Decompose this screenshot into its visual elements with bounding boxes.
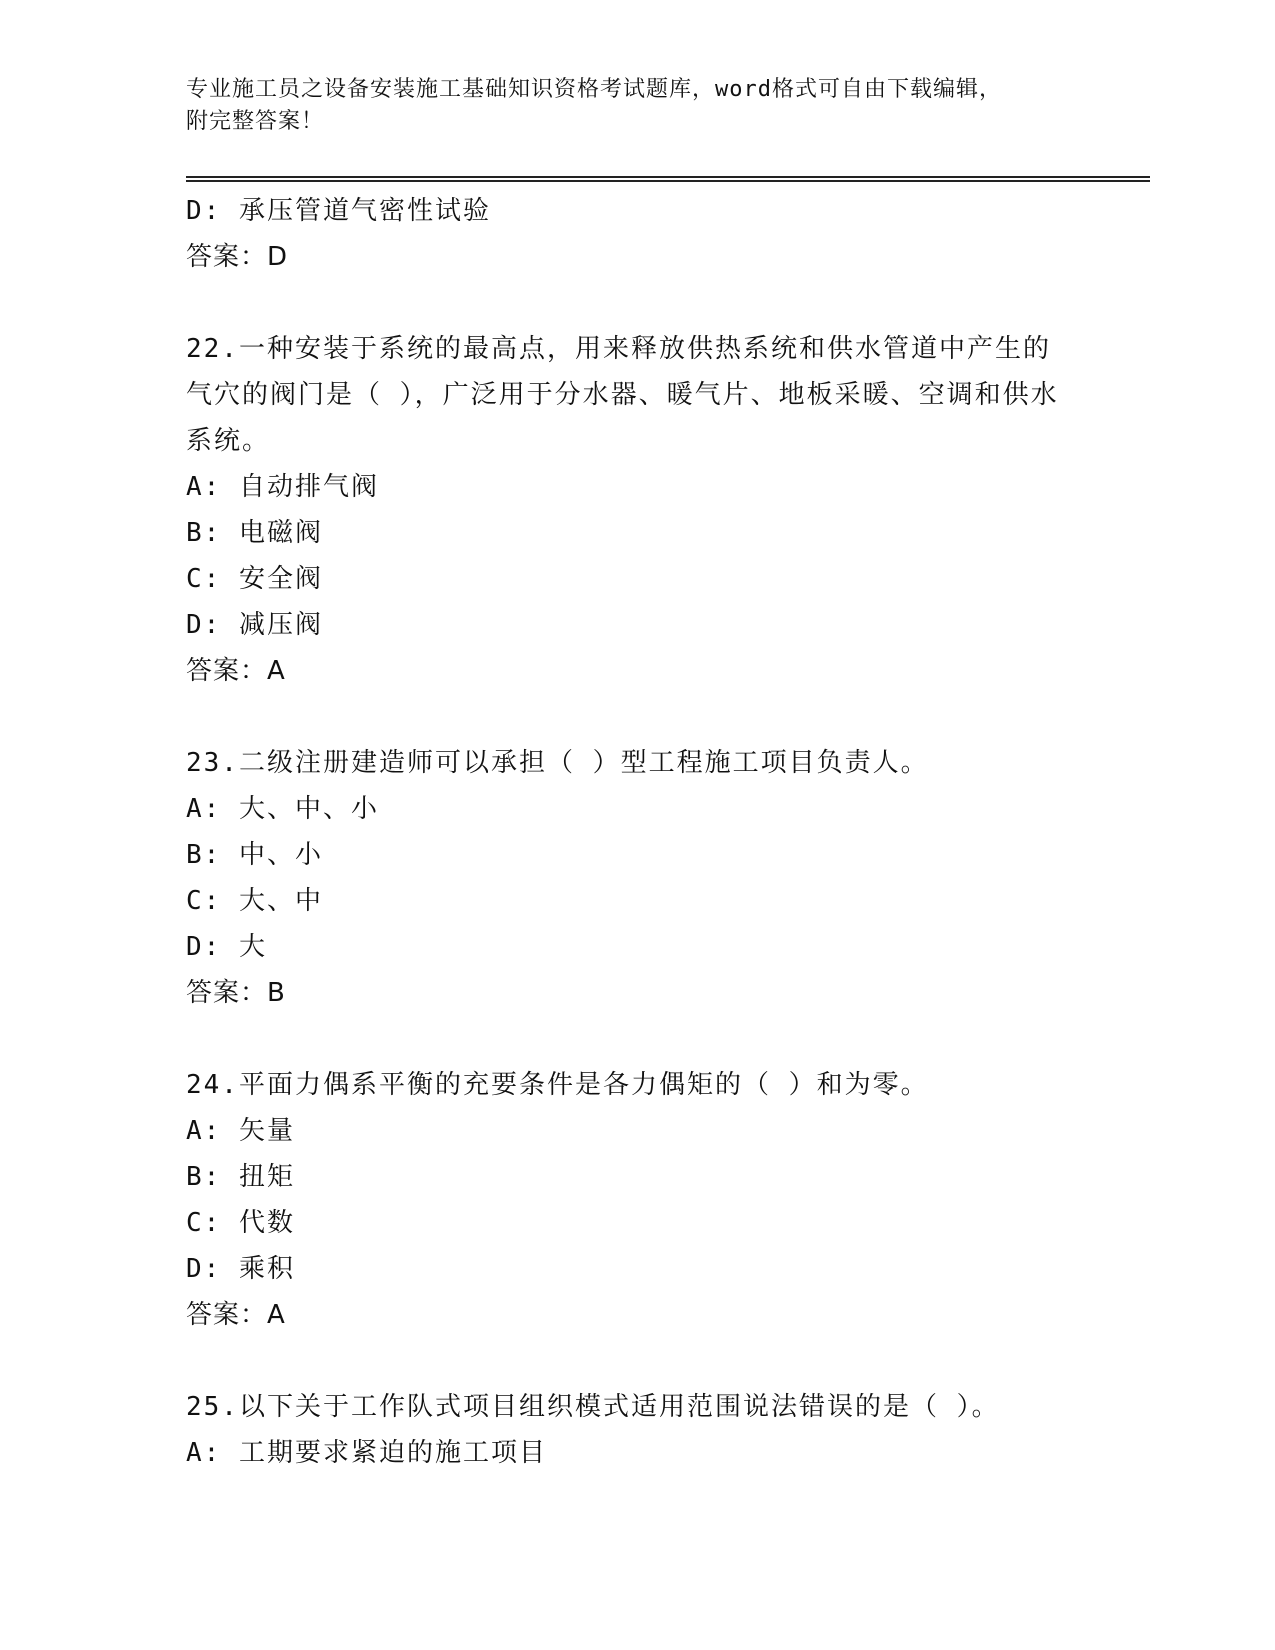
option-d: D: 乘积 bbox=[186, 1254, 295, 1284]
header-line-1: 专业施工员之设备安装施工基础知识资格考试题库，word格式可自由下载编辑， bbox=[186, 77, 1002, 102]
option-b: B: 电磁阀 bbox=[186, 518, 323, 548]
option-b: B: 中、小 bbox=[186, 840, 323, 870]
header-line-2: 附完整答案！ bbox=[186, 109, 325, 134]
divider-line-top bbox=[186, 176, 1150, 178]
option-a: A: 矢量 bbox=[186, 1116, 295, 1146]
question-text: 23.二级注册建造师可以承担（ ）型工程施工项目负责人。 bbox=[186, 748, 929, 778]
option-a: A: 工期要求紧迫的施工项目 bbox=[186, 1438, 547, 1468]
answer-line: 答案：A bbox=[186, 1300, 286, 1330]
question-block-24 bbox=[186, 1062, 1086, 1338]
answer-line: 答案：B bbox=[186, 978, 286, 1008]
spacer bbox=[186, 280, 1086, 326]
spacer bbox=[186, 1338, 1086, 1384]
question-list bbox=[186, 188, 1086, 1476]
question-block-25 bbox=[186, 1384, 1086, 1476]
answer-line: 答案：D bbox=[186, 242, 289, 272]
divider-line-bottom bbox=[186, 180, 1150, 182]
question-text: 25.以下关于工作队式项目组织模式适用范围说法错误的是（ ）。 bbox=[186, 1392, 1000, 1422]
option-c: C: 大、中 bbox=[186, 886, 323, 916]
option-d: D: 承压管道气密性试验 bbox=[186, 196, 491, 226]
option-d: D: 大 bbox=[186, 932, 267, 962]
spacer bbox=[186, 694, 1086, 740]
option-c: C: 代数 bbox=[186, 1208, 295, 1238]
question-block-21 bbox=[186, 188, 1086, 280]
option-b: B: 扭矩 bbox=[186, 1162, 295, 1192]
option-c: C: 安全阀 bbox=[186, 564, 323, 594]
question-block-23 bbox=[186, 740, 1086, 1016]
answer-line: 答案：A bbox=[186, 656, 286, 686]
document-header bbox=[186, 74, 1046, 138]
question-text: 22.一种安装于系统的最高点，用来释放供热系统和供水管道中产生的气穴的阀门是（ ），广泛用于分水器、暖气片、地板采暖、空调和供水系统。 bbox=[186, 334, 1059, 456]
spacer bbox=[186, 1016, 1086, 1062]
header-divider bbox=[186, 176, 1150, 182]
option-a: A: 大、中、小 bbox=[186, 794, 379, 824]
option-d: D: 减压阀 bbox=[186, 610, 323, 640]
question-text: 24.平面力偶系平衡的充要条件是各力偶矩的（ ）和为零。 bbox=[186, 1070, 929, 1100]
option-a: A: 自动排气阀 bbox=[186, 472, 379, 502]
question-block-22 bbox=[186, 326, 1086, 694]
